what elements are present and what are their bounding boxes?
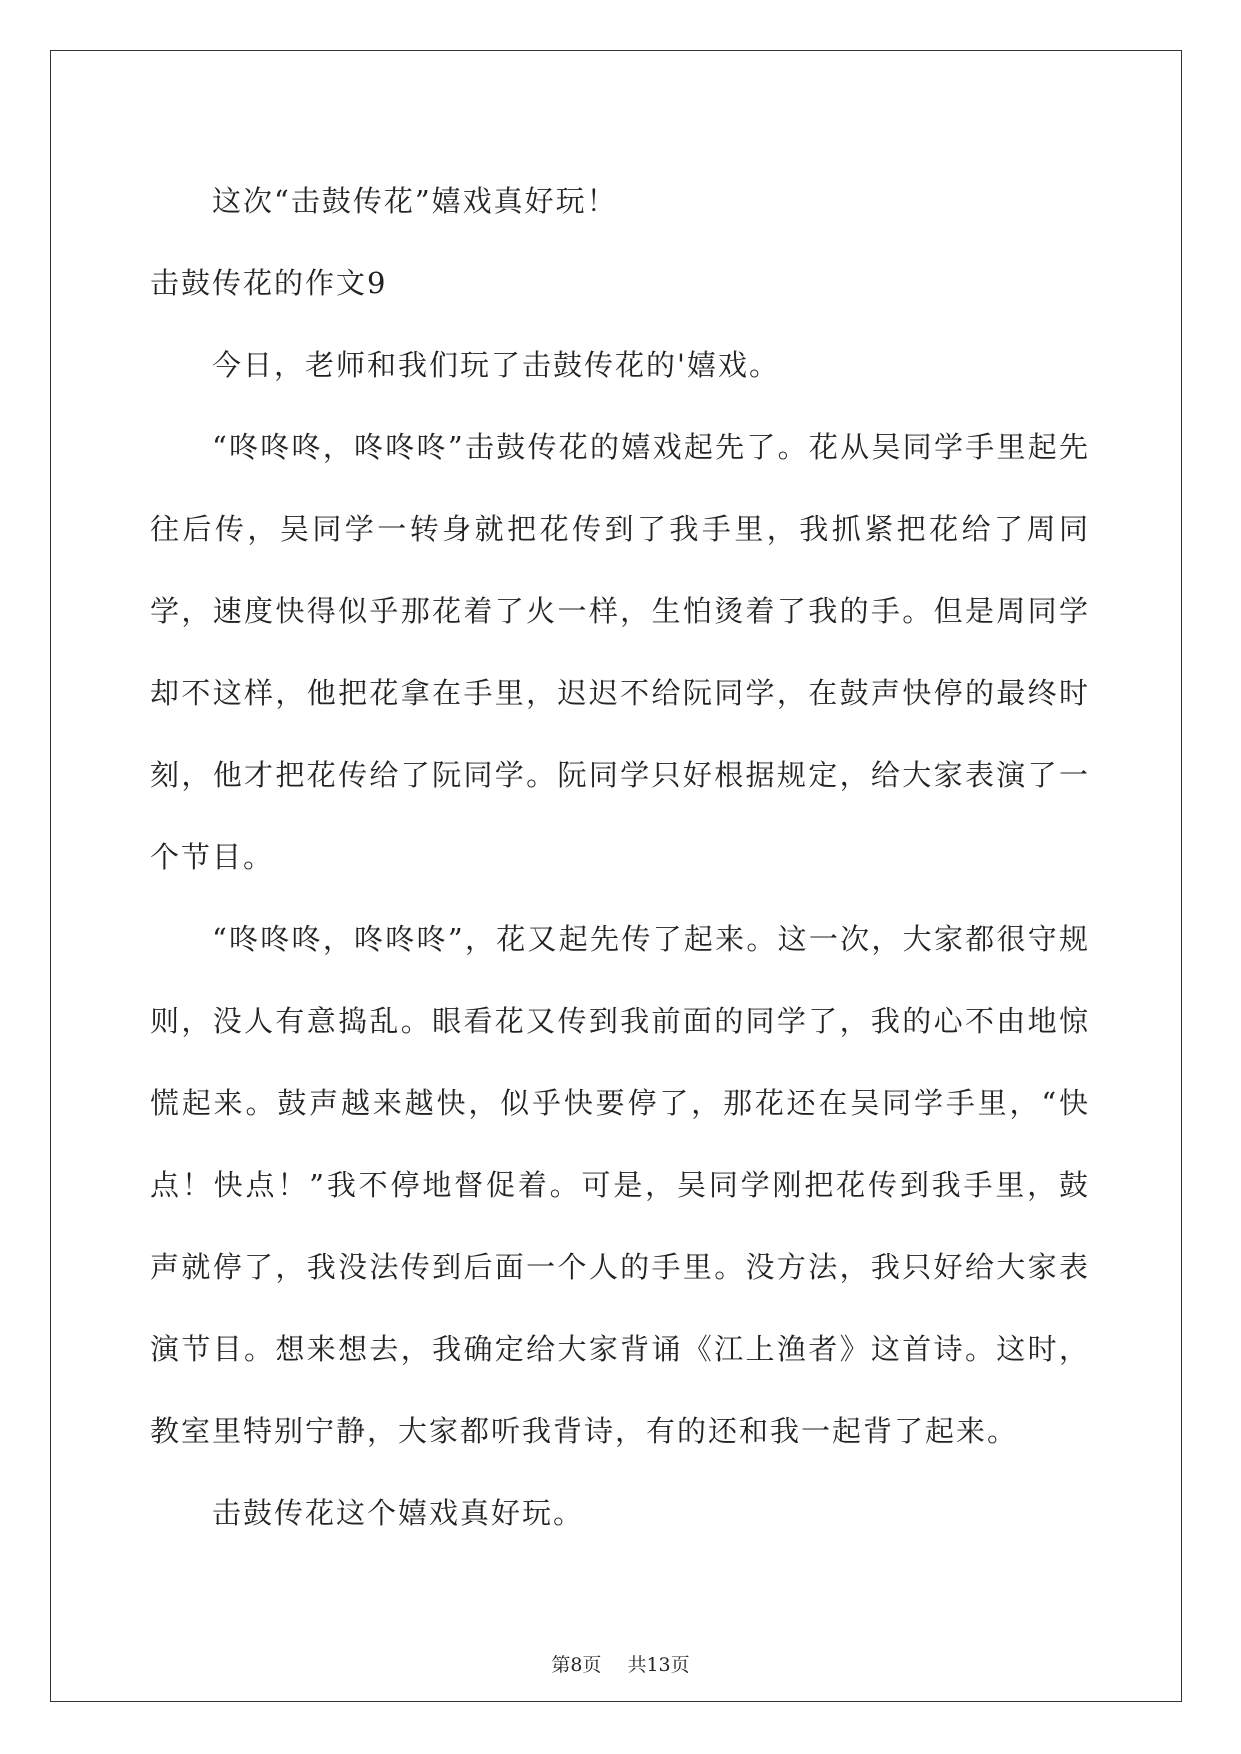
paragraph: 这次“击鼓传花”嬉戏真好玩！	[212, 184, 618, 218]
paragraph: 今日，老师和我们玩了击鼓传花的'嬉戏。	[212, 348, 780, 382]
page-number-current: 第8页	[551, 1654, 602, 1676]
essay-title: 击鼓传花的作文9	[150, 266, 388, 300]
page-footer	[0, 1650, 1241, 1677]
paragraph: “咚咚咚，咚咚咚”，花又起先传了起来。这一次，大家都很守规则，没人有意捣乱。眼看花又传到我前面的同学了，我的心不由地惊慌起来。鼓声越来越快，似乎快要停了，那花还在吴同学手里，“快点！快点！”我不停地督促着。可是，吴同学刚把花传到我手里，鼓声就停了，我没法传到后面一个人的手里。没方法，我只好给大家表演节目。想来想去，我确定给大家背诵《江上渔者》这首诗。这时，教室里特别宁静，大家都听我背诗，有的还和我一起背了起来。	[150, 922, 1090, 1448]
paragraph: 击鼓传花这个嬉戏真好玩。	[212, 1496, 585, 1530]
paragraph: “咚咚咚，咚咚咚”击鼓传花的嬉戏起先了。花从吴同学手里起先往后传，吴同学一转身就把花传到了我手里，我抓紧把花给了周同学，速度快得似乎那花着了火一样，生怕烫着了我的手。但是周同学却不这样，他把花拿在手里，迟迟不给阮同学，在鼓声快停的最终时刻，他才把花传给了阮同学。阮同学只好根据规定，给大家表演了一个节目。	[150, 430, 1090, 874]
document-body	[150, 160, 1090, 1554]
page-number-total: 共13页	[627, 1654, 690, 1676]
